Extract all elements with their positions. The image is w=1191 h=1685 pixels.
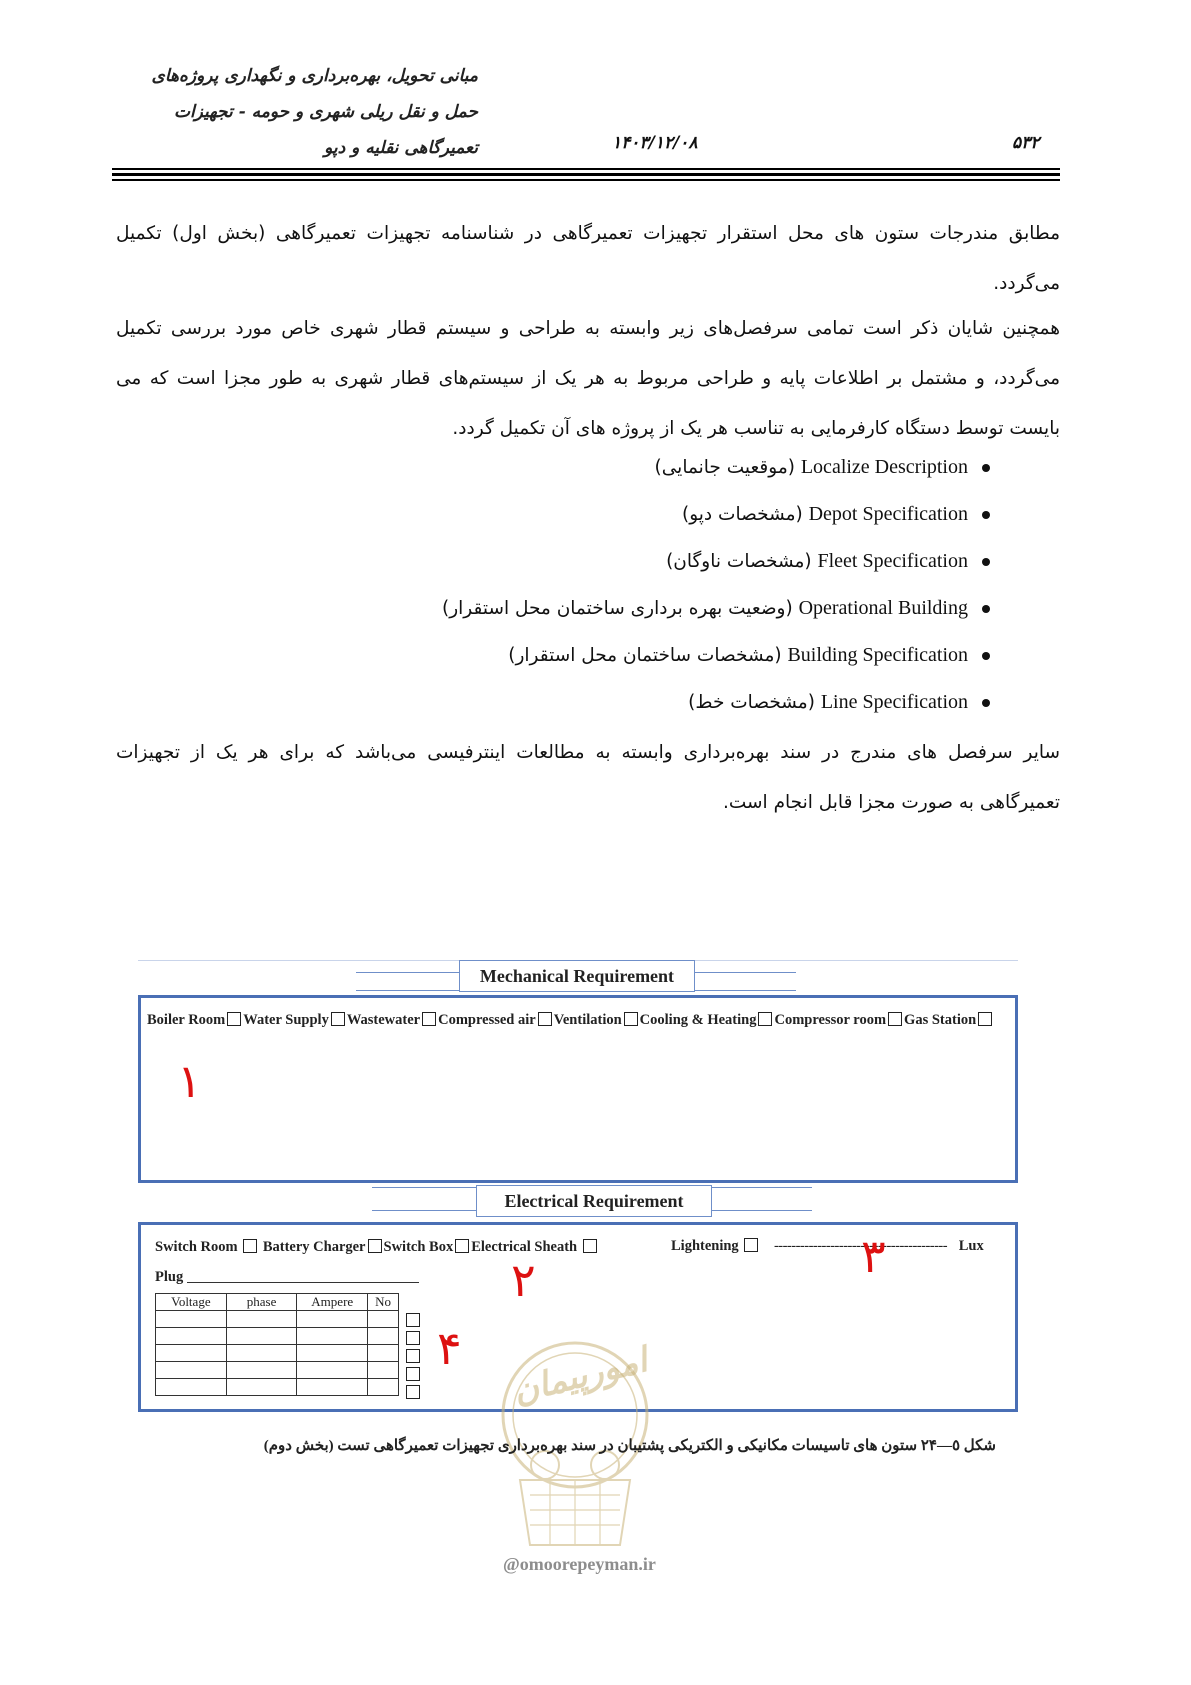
mech-item-label: Water Supply [243, 1012, 329, 1028]
mech-checkbox[interactable] [227, 1012, 241, 1026]
mech-checkbox[interactable] [758, 1012, 772, 1026]
elec-item-label: Switch Box [383, 1239, 454, 1255]
bullet-fa: (مشخصات ساختمان محل استقرار) [508, 645, 782, 666]
plug-table-row [156, 1311, 399, 1328]
plug-cell[interactable] [297, 1328, 368, 1345]
lux-dotted-line: ---------------------------------------- [773, 1238, 948, 1254]
plug-table-row [156, 1328, 399, 1345]
plug-col-header: phase [226, 1294, 297, 1311]
marker-3: ۳ [861, 1229, 886, 1283]
mech-item-label: Compressor room [774, 1012, 887, 1028]
plug-col-header: Ampere [297, 1294, 368, 1311]
elec-checkbox[interactable] [243, 1239, 257, 1253]
elec-checkbox[interactable] [455, 1239, 469, 1253]
plug-table-row [156, 1379, 399, 1396]
lightening-label: Lightening [671, 1238, 739, 1254]
plug-cell[interactable] [226, 1362, 297, 1379]
elec-item-label: Battery Charger [262, 1239, 366, 1255]
plug-cell[interactable] [226, 1345, 297, 1362]
elec-checkbox[interactable] [583, 1239, 597, 1253]
plug-table-row [156, 1362, 399, 1379]
header-title-line-1: مبانی تحویل، بهره‌برداری و نگهداری پروژه‌های [151, 66, 478, 86]
mechanical-box [138, 995, 1018, 1183]
mech-item-label: Gas Station [904, 1012, 977, 1028]
plug-cell[interactable] [156, 1362, 227, 1379]
mech-checkbox[interactable] [624, 1012, 638, 1026]
plug-col-header: Voltage [156, 1294, 227, 1311]
marker-4: ۴ [437, 1321, 462, 1375]
plug-cell[interactable] [368, 1345, 399, 1362]
elec-checkbox[interactable] [368, 1239, 382, 1253]
mechanical-items-row [147, 1012, 994, 1029]
plug-cell[interactable] [226, 1379, 297, 1396]
marker-1: ۱ [177, 1054, 202, 1108]
plug-cell[interactable] [297, 1379, 368, 1396]
bullet-en: Depot Specification [808, 503, 968, 525]
lux-label: Lux [958, 1238, 984, 1254]
plug-cell[interactable] [368, 1362, 399, 1379]
plug-cell[interactable] [297, 1311, 368, 1328]
mech-checkbox[interactable] [978, 1012, 992, 1026]
plug-label: Plug [155, 1269, 184, 1285]
bullet-fa: (مشخصات ناوگان) [666, 551, 812, 572]
plug-table-row [156, 1345, 399, 1362]
bullet-en: Building Specification [787, 644, 968, 666]
marker-2: ۲ [511, 1253, 536, 1307]
mech-item-label: Ventilation [553, 1012, 622, 1028]
bullet-fa: (مشخصات خط) [688, 692, 815, 713]
header-date: ۱۴۰۳/۱۲/۰۸ [612, 133, 698, 153]
plug-row-checkbox[interactable] [406, 1349, 420, 1363]
mech-item-label: Cooling & Heating [639, 1012, 757, 1028]
paragraph-3: سایر سرفصل های مندرج در سند بهره‌برداری وابسته به مطالعات اینترفیسی می‌باشد که برای هر یک از تجهیزات تعمیرگاهی به صورت مجزا قابل انجام است. [116, 742, 1060, 813]
plug-col-header: No [368, 1294, 399, 1311]
header-title-line-3: تعمیرگاهی نقلیه و دپو [324, 138, 478, 158]
bullet-fa: (موقعیت جانمایی) [654, 457, 795, 478]
plug-row-checkbox[interactable] [406, 1367, 420, 1381]
header-title-line-2: حمل و نقل ریلی شهری و حومه - تجهیزات [173, 102, 478, 122]
bullet-fa: (وضعیت بهره برداری ساختمان محل استقرار) [442, 598, 793, 619]
plug-row-checkbox[interactable] [406, 1313, 420, 1327]
mech-checkbox[interactable] [538, 1012, 552, 1026]
plug-cell[interactable] [368, 1311, 399, 1328]
paragraph-1: مطابق مندرجات ستون های محل استقرار تجهیزات تعمیرگاهی در شناسنامه تجهیزات تعمیرگاهی (بخش اول) تکمیل می‌گردد. [116, 223, 1060, 294]
mech-checkbox[interactable] [422, 1012, 436, 1026]
plug-table-header [156, 1294, 399, 1311]
bullet-en: Localize Description [800, 456, 968, 478]
bullet-en: Operational Building [798, 597, 968, 619]
mech-item-label: Compressed air [438, 1012, 536, 1028]
plug-cell[interactable] [156, 1311, 227, 1328]
plug-cell[interactable] [297, 1345, 368, 1362]
mech-item-label: Boiler Room [147, 1012, 226, 1028]
watermark-website: @omoorepeyman.ir [503, 1554, 656, 1574]
electrical-title: Electrical Requirement [476, 1185, 712, 1217]
mech-item-label: Wastewater [346, 1012, 421, 1028]
plug-cell[interactable] [156, 1328, 227, 1345]
page-number: ۵۳۲ [1012, 133, 1040, 153]
plug-cell[interactable] [156, 1345, 227, 1362]
paragraph-2: همچنین شایان ذکر است تمامی سرفصل‌های زیر وابسته به طراحی و سیستم قطار شهری خاص مورد بررسی تکمیل می‌گردد، و مشتمل بر اطلاعات پایه و طراحی مربوط به هر یک از سیستم‌های قطار شهری به طور مجزا است که می بایست توسط دستگاه کارفرمایی به تناسب هر یک از پروژه های آن تکمیل گردد. [116, 318, 1060, 439]
plug-cell[interactable] [226, 1311, 297, 1328]
plug-cell[interactable] [368, 1328, 399, 1345]
plug-cell[interactable] [297, 1362, 368, 1379]
elec-item-label: Electrical Sheath [471, 1239, 578, 1255]
plug-row-checkbox[interactable] [406, 1385, 420, 1399]
plug-underline [187, 1282, 419, 1283]
bullet-fa: (مشخصات دپو) [681, 504, 803, 525]
mechanical-title: Mechanical Requirement [459, 960, 695, 992]
watermark-stamp-text: امورپیمان [509, 1340, 652, 1412]
elec-item-label: Switch Room [155, 1239, 238, 1255]
mech-checkbox[interactable] [888, 1012, 902, 1026]
plug-cell[interactable] [226, 1328, 297, 1345]
bullet-en: Fleet Specification [817, 550, 968, 572]
lightening-row [671, 1238, 984, 1255]
bullet-en: Line Specification [820, 691, 968, 713]
lightening-checkbox[interactable] [744, 1238, 758, 1252]
plug-table [155, 1293, 399, 1396]
plug-row-checkbox[interactable] [406, 1331, 420, 1345]
mech-checkbox[interactable] [331, 1012, 345, 1026]
plug-cell[interactable] [156, 1379, 227, 1396]
figure-caption: شکل ٥—۲۴ ستون های تاسیسات مکانیکی و الکتریکی پشتیبان در سند بهره‌برداری تجهیزات تعمیرگاهی تست (بخش دوم) [263, 1438, 996, 1454]
plug-cell[interactable] [368, 1379, 399, 1396]
